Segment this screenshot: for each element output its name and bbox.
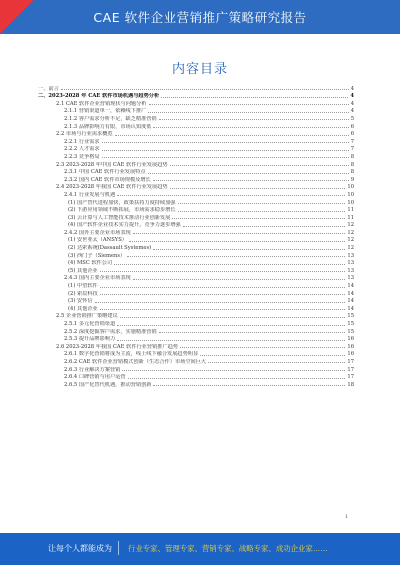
toc-entry[interactable] (38, 327, 354, 335)
toc-entry-text: 2.2 市场与行业需求概览 (56, 131, 113, 138)
toc-entry-text: 2.3 2023-2028 年中国 CAE 软件行业发展趋势 (56, 161, 168, 168)
toc-entry-page: 6 (350, 123, 354, 130)
toc-entry-text: (4) MSC 软件公司 (68, 260, 113, 267)
toc-leader-dots (153, 127, 348, 128)
toc-entry-page: 4 (350, 108, 354, 115)
toc-entry-page: 12 (347, 229, 354, 236)
toc-leader-dots (122, 370, 345, 371)
toc-entry-text: 2.4.2 国外主要企业市场表现 (64, 229, 131, 236)
toc-leader-dots (200, 355, 345, 356)
toc-entry-text: 2.3.2 国内 CAE 软件市场规模及增长 (64, 176, 151, 183)
toc-entry-text: 2.6.1 数字化营销将成为主流，线上线下融合发展趋势明显 (64, 351, 199, 358)
toc-entry-text: 一、前言 (38, 85, 59, 92)
toc-entry[interactable] (38, 365, 354, 373)
toc-entry-page: 15 (347, 313, 354, 320)
toc-leader-dots (129, 241, 345, 242)
toc-entry-text: 2.1.3 品牌影响力有限，市场认知度低 (64, 123, 152, 130)
toc-entry-text: (1) 中望软件 (68, 283, 98, 290)
toc-entry[interactable] (38, 152, 354, 160)
toc-leader-dots (153, 180, 349, 181)
toc-entry-text: (2) 索辰科技 (68, 290, 98, 297)
toc-entry[interactable] (38, 236, 354, 244)
footer-bar (0, 533, 400, 565)
toc-entry[interactable] (38, 266, 354, 274)
toc-leader-dots (178, 211, 346, 212)
toc-entry-page: 7 (350, 138, 354, 145)
toc-entry-page: 8 (350, 161, 354, 168)
toc-leader-dots (117, 325, 345, 326)
toc-entry[interactable] (38, 380, 354, 388)
toc-entry-page: 11 (347, 214, 354, 221)
toc-entry-page: 6 (350, 131, 354, 138)
toc-leader-dots (159, 119, 349, 120)
toc-entry-page: 9 (350, 176, 354, 183)
toc-entry-text: (5) 其他企业 (68, 267, 98, 274)
toc-leader-dots (115, 135, 349, 136)
toc-leader-dots (170, 188, 346, 189)
toc-entry[interactable] (38, 84, 354, 92)
toc-leader-dots (149, 104, 349, 105)
toc-leader-dots (100, 309, 346, 310)
toc-entry-text: 2.5 企业营销推广策略建议 (56, 313, 118, 320)
toc-entry[interactable] (38, 312, 354, 320)
toc-entry[interactable] (38, 373, 354, 381)
footer-tagline: 行业专家、管理专家、营销专家、战略专家、成功企业家…… (128, 544, 328, 553)
toc-entry[interactable] (38, 243, 354, 251)
toc-entry-page: 12 (347, 222, 354, 229)
toc-entry-page: 17 (347, 358, 354, 365)
toc-entry[interactable] (38, 168, 354, 176)
toc-entry[interactable] (38, 281, 354, 289)
toc-entry[interactable] (38, 198, 354, 206)
toc-entry-page: 13 (347, 275, 354, 282)
toc-entry-text: (1) 国产替代进程加快，政策扶持力度持续加强 (68, 199, 176, 206)
toc-entry-page: 4 (350, 93, 354, 100)
toc-entry-text: 2.1.2 客户需求分析不足，缺乏精准营销 (64, 115, 157, 122)
toc-entry-page: 15 (347, 328, 354, 335)
toc-entry-page: 15 (347, 321, 354, 327)
toc-leader-dots (117, 340, 345, 341)
toc-entry-text: (4) 国产软件企业技术实力提升，竞争力逐步增强 (68, 222, 181, 229)
toc-leader-dots (95, 302, 346, 303)
toc-entry[interactable] (38, 190, 354, 198)
toc-entry-text: 2.6.3 行业解决方案营销 (64, 366, 121, 373)
toc-entry-page: 16 (347, 351, 354, 358)
toc-entry-text: (3) 安怀信 (68, 298, 93, 305)
toc-entry-page: 7 (350, 146, 354, 153)
toc-entry[interactable] (38, 107, 354, 115)
toc-entry[interactable] (38, 251, 354, 259)
footer-slogan: 让每个人都能成为 (48, 544, 112, 553)
toc-entry-text: (4) 其他企业 (68, 305, 98, 312)
toc-entry-text: (3) 云计算与人工智能技术推动行业创新发展 (68, 214, 171, 221)
toc-entry[interactable] (38, 259, 354, 267)
toc-entry-page: 14 (347, 305, 354, 312)
toc-leader-dots (102, 142, 349, 143)
toc-entry[interactable] (38, 130, 354, 138)
toc-leader-dots (208, 362, 345, 363)
toc-leader-dots (120, 317, 346, 318)
toc-leader-dots (153, 385, 345, 386)
toc-entry-text: 2.6.5 国产化替代机遇，推动营销创新 (64, 381, 152, 388)
toc-leader-dots (114, 264, 345, 265)
toc-entry[interactable] (38, 114, 354, 122)
toc-leader-dots (102, 157, 349, 158)
toc-entry-page: 4 (350, 100, 354, 107)
toc-entry-page: 16 (347, 343, 354, 350)
toc-entry-text: 2.1 CAE 软件企业营销现状与问题分析 (56, 100, 147, 107)
toc-entry-page: 8 (350, 153, 354, 160)
toc-entry-text: 2.2.2 人才需求 (64, 146, 100, 153)
toc-entry[interactable] (38, 137, 354, 145)
toc-leader-dots (161, 97, 348, 98)
toc-entry-text: 2.1.1 营销渠道单一，依赖线下推广 (64, 108, 147, 115)
toc-leader-dots (148, 173, 349, 174)
toc-leader-dots (178, 203, 346, 204)
toc-entry-text: 2.4.3 国内主要企业市场表现 (64, 275, 131, 282)
toc-entry[interactable] (38, 304, 354, 312)
toc-entry-page: 12 (347, 245, 354, 252)
toc-entry-page: 10 (347, 199, 354, 206)
toc-entry-page: 13 (347, 267, 354, 274)
toc-entry-page: 13 (347, 260, 354, 267)
toc-leader-dots (148, 112, 348, 113)
toc-entry-text: 二、2023-2028 年 CAE 软件市场机遇与趋势分析 (38, 93, 160, 100)
footer-divider (118, 541, 119, 555)
toc-leader-dots (180, 347, 345, 348)
toc-entry-page: 10 (347, 191, 354, 198)
toc-leader-dots (183, 226, 346, 227)
header-bar (0, 0, 400, 34)
toc-entry-text: 2.5.3 提升品牌影响力 (64, 336, 116, 343)
toc-entry-text: (2) 达索系统(Dassault Systemes) (68, 245, 152, 252)
toc-leader-dots (170, 165, 349, 166)
toc-entry-page: 4 (350, 85, 354, 92)
toc-leader-dots (100, 271, 346, 272)
toc-entry[interactable] (38, 357, 354, 365)
toc-leader-dots (102, 150, 349, 151)
toc-entry-page: 18 (347, 381, 354, 388)
toc-entry-text: (2) 下游应用领域不断拓展，市场需求稳步增长 (68, 207, 176, 214)
toc-entry-text: 2.2.3 竞争格局 (64, 153, 100, 160)
toc-entry-text: (1) 安世亚太（ANSYS） (68, 237, 127, 244)
toc-leader-dots (172, 218, 345, 219)
toc-leader-dots (100, 294, 346, 295)
toc-entry-text: 2.3.1 中国 CAE 软件行业发展特点 (64, 169, 146, 176)
toc-entry[interactable] (38, 342, 354, 350)
toc-leader-dots (153, 249, 345, 250)
toc-leader-dots (100, 287, 346, 288)
toc-entry-page: 13 (347, 252, 354, 259)
report-title: CAE 软件企业营销推广策略研究报告 (93, 10, 307, 25)
toc-entry-text: 2.6.2 CAE 软件企业营销模式创新（生态合作）市场空间巨大 (64, 358, 207, 365)
toc-entry-page: 8 (350, 169, 354, 176)
toc-entry[interactable] (38, 289, 354, 297)
toc-entry-page: 12 (347, 237, 354, 244)
toc-leader-dots (127, 256, 345, 257)
toc-leader-dots (159, 332, 346, 333)
toc-entry[interactable] (38, 145, 354, 153)
toc-entry-page: 14 (347, 290, 354, 297)
toc-entry-text: 2.6.4 口碑营销与用户运营 (64, 374, 126, 381)
toc-leader-dots (133, 279, 346, 280)
toc-entry-text: (3) 西门子（Siemens） (68, 252, 126, 259)
toc-entry-page: 10 (347, 184, 354, 191)
toc-entry-text: 2.4.1 行业发展与机遇 (64, 191, 116, 198)
toc-entry-page: 5 (350, 115, 354, 122)
toc-entry[interactable] (38, 297, 354, 305)
toc-entry[interactable] (38, 221, 354, 229)
toc-leader-dots (61, 89, 349, 90)
toc-title: 内容目录 (171, 62, 228, 77)
toc-entry[interactable] (38, 92, 354, 100)
toc-entry[interactable] (38, 350, 354, 358)
toc-leader-dots (117, 195, 345, 196)
toc-entry[interactable] (38, 160, 354, 168)
table-of-contents (38, 84, 354, 388)
toc-entry[interactable] (38, 206, 354, 214)
toc-entry-page: 16 (347, 336, 354, 343)
toc-entry-text: 2.5.1 多元化营销渠道 (64, 321, 116, 327)
toc-entry[interactable] (38, 228, 354, 236)
toc-entry-text: 2.6 2023-2028 年我国 CAE 软件行业营销推广趋势 (56, 343, 178, 350)
toc-entry-page: 14 (347, 283, 354, 290)
page-number: 1 (345, 514, 349, 520)
toc-entry[interactable] (38, 213, 354, 221)
toc-entry-page: 11 (347, 207, 354, 214)
toc-entry-page: 17 (347, 374, 354, 381)
toc-entry-page: 17 (347, 366, 354, 373)
toc-leader-dots (133, 233, 346, 234)
toc-entry[interactable] (38, 319, 354, 327)
toc-entry[interactable] (38, 122, 354, 130)
toc-entry[interactable] (38, 175, 354, 183)
toc-leader-dots (128, 378, 346, 379)
toc-entry-text: 2.2.1 行业需求 (64, 138, 100, 145)
toc-entry[interactable] (38, 335, 354, 343)
toc-entry-text: 2.4 2023-2028 年我国 CAE 软件行业发展趋势 (56, 184, 168, 191)
toc-entry-text: 2.5.2 深度挖掘客户需求，实施精准营销 (64, 328, 157, 335)
toc-entry[interactable] (38, 99, 354, 107)
toc-entry[interactable] (38, 274, 354, 282)
toc-entry[interactable] (38, 183, 354, 191)
toc-entry-page: 14 (347, 298, 354, 305)
